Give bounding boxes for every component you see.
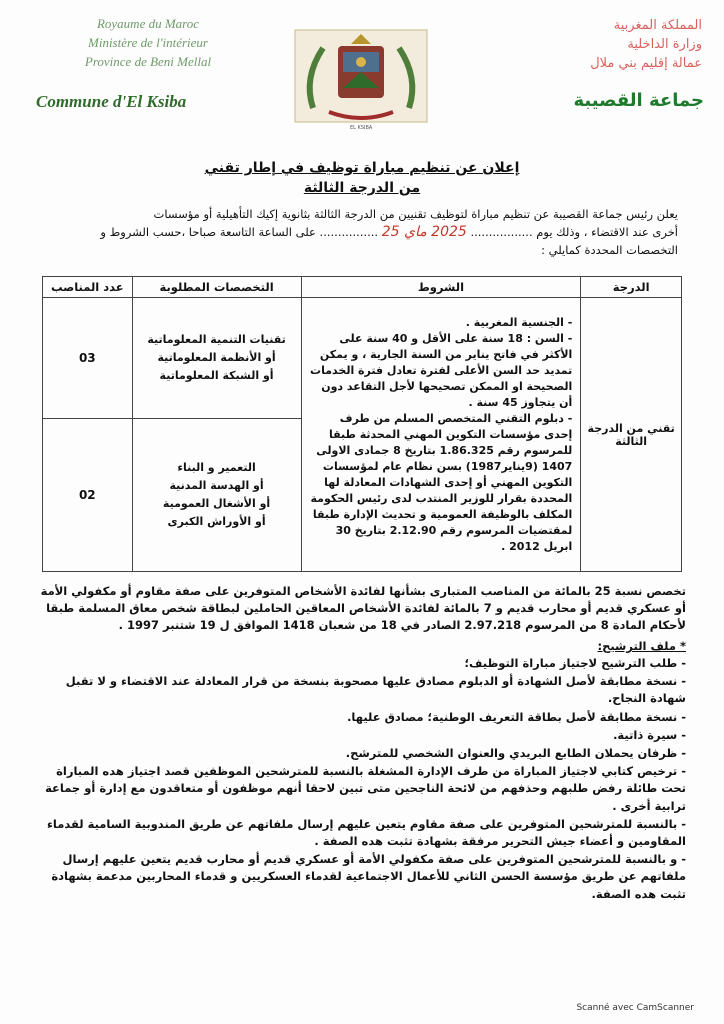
table-header: التخصصات المطلوبة [132,277,301,298]
specialty: التعمير و البناء [177,461,256,474]
posts-count: 02 [43,419,133,572]
handwritten-date: 2025 ماي 25 [381,224,467,240]
list-item: - نسخة مطابقة لأصل الشهادة أو الدبلوم مصادق عليها مصحوبة بنسخة من قرار المعادلة عند الاقتضاء و لا تقبل شهادة النجاح. [65,674,686,706]
intro-text: ................ على الساعة التاسعة صباحا ،حسب الشروط و [100,225,379,239]
condition-item: - دبلوم التقني المتخصص المسلم من طرف إحدى مؤسسات التكوين المهني المحدثة طبقا للمرسوم رقم 1.86.325 بتاريخ 8 جمادى الاولى 1407 (9يناير1987) بسن نظام عام لمؤسسات التكوين المهني أو إحدى الشهادات المعادلة لها المحددة بقرار للوزير المنتدب لدى رئيس الحكومة المكلف بالوظيفة العمومية و تحديث الإدارة طبقا لمقتضيات المرسوم رقم 2.12.90 بتاريخ 30 ابريل 2012 . [310,411,573,553]
ar-commune-name: جماعة القصيبة [573,90,704,111]
fr-header-line: Ministère de l'intérieur [88,35,208,50]
table-header: عدد المناصب [43,277,133,298]
emblem-caption: EL KSIBA [350,125,373,131]
intro-line-date [42,224,678,241]
fr-header-line: Province de Beni Mellal [84,54,212,69]
specialty: أو الأنظمة المعلوماتية [157,351,276,364]
posts-count: 03 [43,298,133,419]
specialties-cell [132,298,301,419]
ar-header-line: المملكة المغربية [613,18,702,33]
specialty: أو الأشغال العمومية [162,497,271,510]
ar-header-line: وزارة الداخلية [627,37,702,52]
arabic-header [492,16,702,73]
ar-header-line: عمالة إقليم بني ملال [590,56,702,71]
list-item: - ترخيص كتابي لاجتياز المباراة من طرف الإدارة المشغلة بالنسبة للمترشحين الموظفين قصد اجتياز هده المباراة تحت طائلة رفض طلبهم وحذفهم من لائحة الناجحين متى تبين لاحقا أنهم موظفون أو متعاقدون مع إدارة أو جماعة ترابية أخرى . [45,764,686,813]
table-header-row [43,277,682,298]
list-item: - و بالنسبة للمترشحين المتوفرين على صفة مكفولي الأمة أو عسكري قديم أو محارب قديم يتعين عليهم إرسال ملفاتهم عن طريق مؤسسة الحسن الثاني للأعمال الاجتماعية لقدماء العسكريين و قدماء المحاربين مدعمة بشهادة تثبت هده الصفة. [51,852,686,901]
specialty: تقنيات التنمية المعلوماتية [147,333,286,346]
condition-item: - السن : 18 سنة على الأقل و 40 سنة على الأكثر في فاتح يناير من السنة الجارية ، و يمكن تمديد حد السن الأعلى لفترة تعادل فترة الخدمات الصحيحة او الممكن تصحيحها لأجل التقاعد دون أن يتجاوز 45 سنة . [310,331,573,409]
scan-watermark: Scanné avec CamScanner [576,1003,694,1013]
table-header: الشروط [301,277,581,298]
intro-line: يعلن رئيس جماعة القصيبة عن تنظيم مباراة لتوظيف تقنيين من الدرجة الثالثة بثانوية إكيك التأهيلية أو مؤسسات [153,207,678,221]
list-item: - ظرفان يحملان الطابع البريدي والعنوان الشخصي للمترشح. [345,746,686,761]
list-item: - سيرة ذاتية. [613,727,686,742]
condition-item: - الجنسية المغربية . [465,315,573,329]
conditions-cell [301,298,581,572]
file-items-list [34,655,686,904]
french-header [48,14,248,71]
specialty: أو الشبكة المعلوماتية [159,369,274,382]
grade-cell: تقني من الدرجة الثالثة [581,298,682,572]
table-header: الدرجة [581,277,682,298]
list-item: - بالنسبة للمترشحين المتوفرين على صفة مقاوم يتعين عليهم إرسال ملفاتهم عن طريق المندوبية السامية لقدماء المقاومين و أعضاء جيش التحرير مرفقة بشهادة تثبت هده الصفة . [47,816,686,849]
intro-line: التخصصات المحددة كمايلي : [541,243,678,257]
table-row [43,298,682,419]
announcement-title: إعلان عن تنظيم مباراة توظيف في إطار تقني [204,160,520,176]
allocation-paragraph: تخصص نسبة 25 بالمائة من المناصب المتبارى بشأنها لفائدة الأشخاص المتوفرين على صفة مقاوم أو مكفولي الأمة أو عسكري قديم أو محارب قديم و 7 بالمائة لفائدة الأشخاص المعاقين الحاملين لبطاقة شخص معاق المسلمة طبقا لأحكام المادة 8 من المرسوم 2.97.218 الصادر في 18 من شعبان 1418 الموافق ل 19 شتنبر 1997 . [40,584,686,633]
commune-emblem-icon [293,28,429,124]
specialties-cell [132,419,301,572]
file-heading: * ملف الترشيح: [597,639,686,653]
announcement-subtitle: من الدرجة الثالثة [303,180,421,196]
list-item: - طلب الترشيح لاجتياز مباراة التوظيف؛ [464,656,686,670]
fr-commune-name: Commune d'El Ksiba [36,92,187,111]
specialty: أو الهدسة المدنية [169,479,264,492]
list-item: - نسخة مطابقة لأصل بطاقة التعريف الوطنية؛ مصادق عليها. [347,709,686,724]
specialty: أو الأوراش الكبرى [167,515,266,528]
conditions-table [42,276,682,572]
intro-text: أخرى عند الاقتضاء ، وذلك يوم ................. [470,225,678,239]
fr-header-line: Royaume du Maroc [96,16,200,31]
